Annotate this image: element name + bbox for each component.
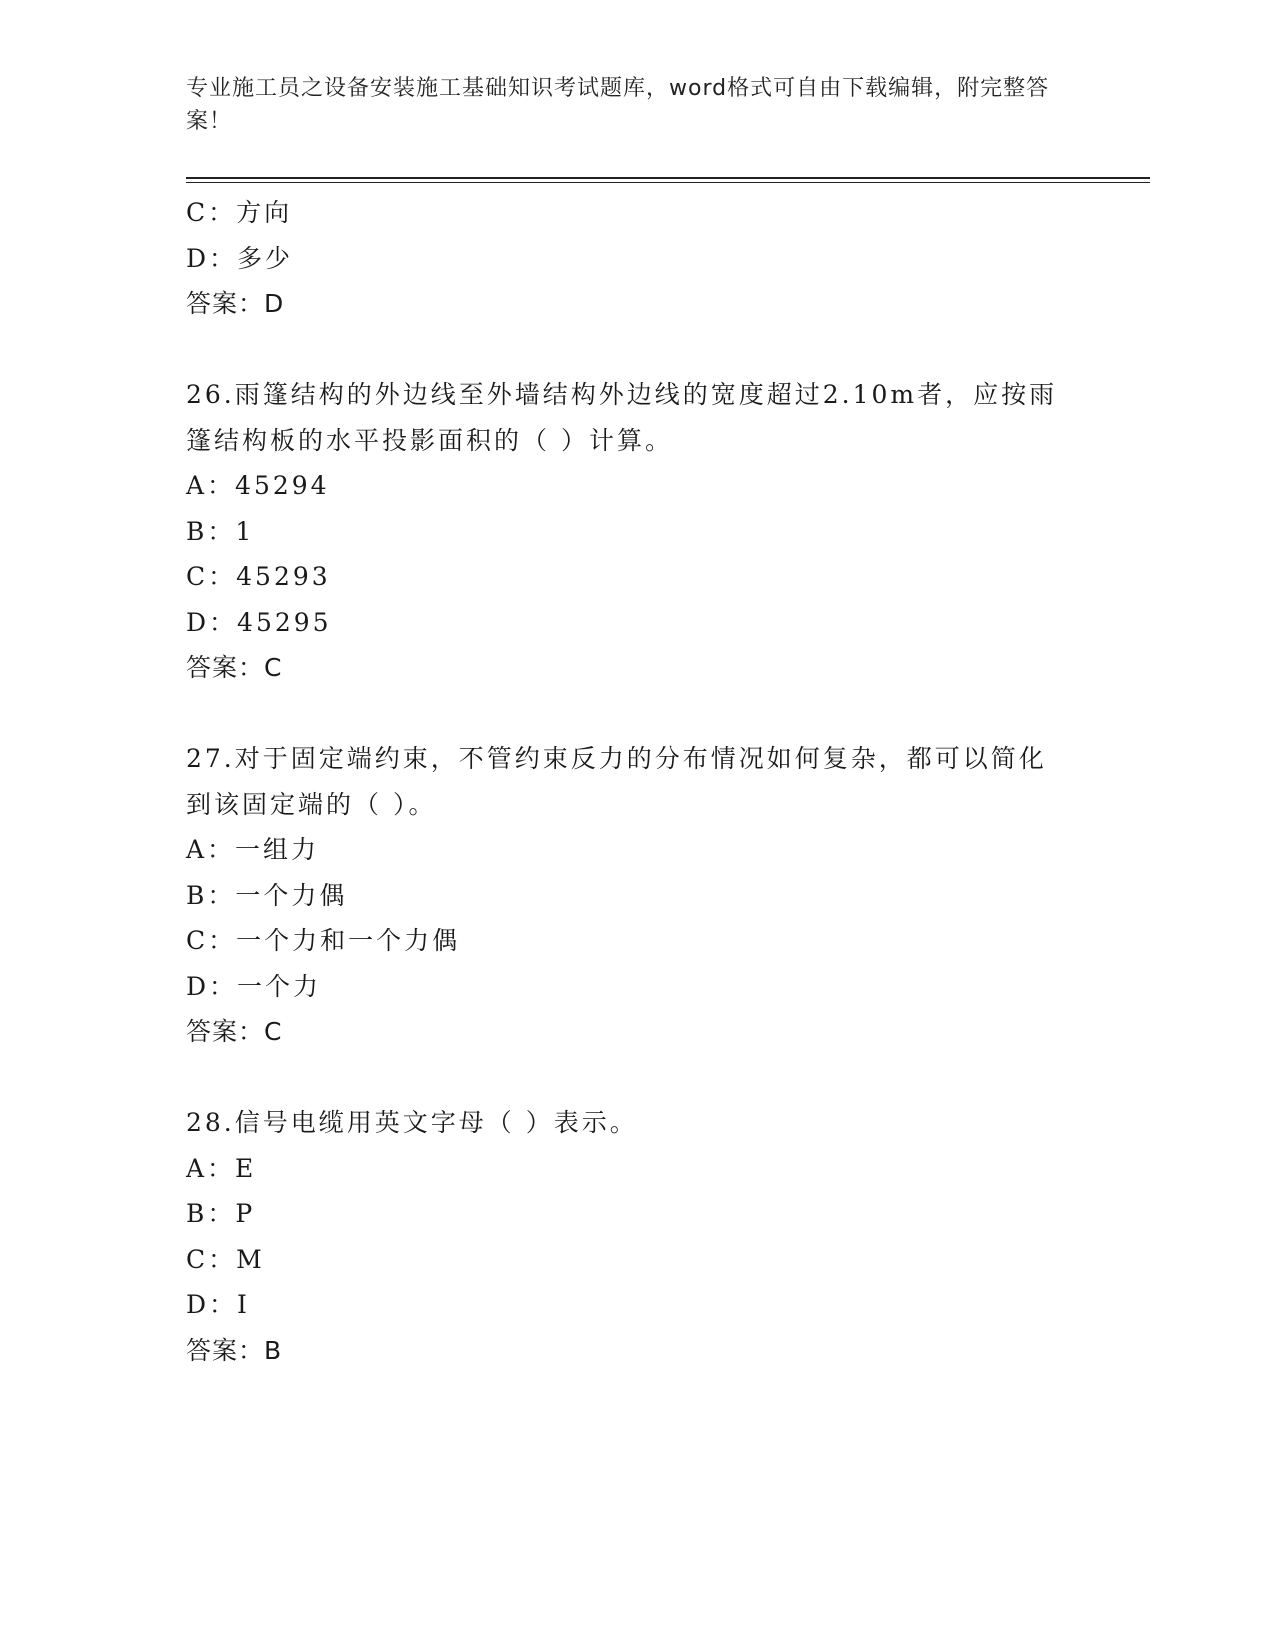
question-stem: 28.信号电缆用英文字母（ ）表示。 xyxy=(186,1108,638,1137)
option-a: A：45294 xyxy=(186,471,330,500)
question-block-28 xyxy=(186,1100,1086,1373)
option-c: C：45293 xyxy=(186,562,331,591)
document-header: 专业施工员之设备安装施工基础知识考试题库，word格式可自由下载编辑，附完整答案！ xyxy=(186,76,1050,134)
question-block-27 xyxy=(186,736,1086,1055)
option-d: D：I xyxy=(186,1290,250,1319)
option-a: A：一组力 xyxy=(186,835,320,864)
option-d: D：45295 xyxy=(186,607,332,637)
question-stem: 26.雨篷结构的外边线至外墙结构外边线的宽度超过2.10m者，应按雨篷结构板的水平投影面积的（ ）计算。 xyxy=(186,380,1058,455)
spacer xyxy=(186,691,1086,737)
question-stem: 27.对于固定端约束，不管约束反力的分布情况如何复杂，都可以简化到该固定端的（ ）。 xyxy=(186,744,1047,819)
option-d: D：多少 xyxy=(186,243,294,273)
option-c: C：M xyxy=(186,1244,265,1274)
option-b: B：P xyxy=(186,1199,256,1228)
spacer xyxy=(186,1055,1086,1101)
option-c: C：方向 xyxy=(186,198,293,227)
question-block-26 xyxy=(186,372,1086,691)
option-b: B：一个力偶 xyxy=(186,880,348,910)
answer-line: 答案：C xyxy=(186,1017,283,1046)
option-b: B：1 xyxy=(186,516,255,546)
question-block-25 xyxy=(186,190,1086,327)
spacer xyxy=(186,327,1086,373)
option-a: A：E xyxy=(186,1153,257,1183)
answer-line: 答案：D xyxy=(186,289,285,318)
answer-line: 答案：C xyxy=(186,653,283,682)
header-rule-thick xyxy=(186,177,1150,179)
document-body xyxy=(186,190,1086,1373)
option-d: D：一个力 xyxy=(186,971,322,1001)
option-c: C：一个力和一个力偶 xyxy=(186,926,461,955)
header-rule-thin xyxy=(186,182,1150,183)
answer-line: 答案：B xyxy=(186,1335,283,1365)
